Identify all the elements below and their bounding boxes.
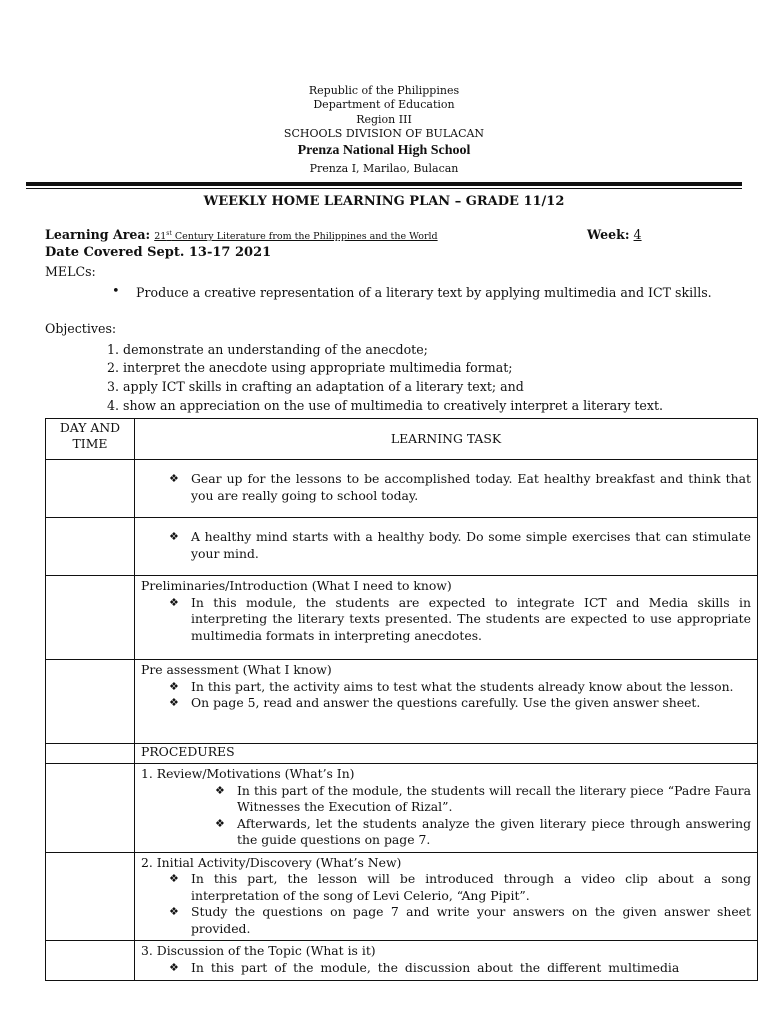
- learning-area-value: 21st Century Literature from the Philippines and the World: [154, 229, 438, 242]
- country-line: Republic of the Philippines: [308, 84, 460, 97]
- header-rule-thick: [26, 182, 742, 186]
- day-cell: [46, 460, 135, 518]
- diamond-bullet-icon: ❖: [169, 595, 179, 609]
- diamond-bullet-icon: ❖: [169, 872, 179, 885]
- section-heading: 1. Review/Motivations (What’s In): [141, 766, 355, 781]
- objective-item: 1. demonstrate an understanding of the anecdote;: [107, 342, 428, 357]
- task-cell: 3. Discussion of the Topic (What is it) ❖ In this part of the module, the discussion about the different multimedia: [135, 941, 758, 981]
- objective-item: 3. apply ICT skills in crafting an adaptation of a literary text; and: [107, 379, 524, 394]
- task-cell: ❖ A healthy mind starts with a healthy body. Do some simple exercises that can stimulate your mind.: [135, 518, 758, 576]
- learning-task-header: LEARNING TASK: [135, 419, 758, 460]
- task-cell: [135, 744, 758, 764]
- diamond-bullet-icon: ❖: [169, 679, 179, 693]
- day-cell: [46, 941, 135, 981]
- page-title: WEEKLY HOME LEARNING PLAN – GRADE 11/12: [203, 194, 565, 209]
- school-name: Prenza National High School: [297, 143, 471, 158]
- diamond-bullet-icon: ❖: [169, 530, 179, 543]
- objectives-label: Objectives:: [45, 321, 117, 336]
- date-covered: Date Covered Sept. 13-17 2021: [45, 245, 272, 260]
- diamond-bullet-icon: ❖: [169, 905, 179, 918]
- week-value: 4: [633, 227, 642, 242]
- melc-item: Produce a creative representation of a literary text by applying multimedia and ICT skills.: [136, 285, 712, 300]
- day-cell: [46, 852, 135, 941]
- section-heading: Pre assessment (What I know): [141, 662, 332, 677]
- school-address: Prenza I, Marilao, Bulacan: [309, 162, 459, 175]
- week: [587, 227, 642, 242]
- procedures-heading: PROCEDURES: [141, 744, 235, 759]
- objective-item: 2. interpret the anecdote using appropriate multimedia format;: [107, 360, 513, 375]
- diamond-bullet-icon: ❖: [215, 816, 225, 830]
- objective-item: 4. show an appreciation on the use of multimedia to creatively interpret a literary text.: [107, 398, 664, 413]
- division-line: SCHOOLS DIVISION OF BULACAN: [283, 127, 485, 140]
- department-line: Department of Education: [313, 98, 455, 111]
- learning-area: [45, 227, 438, 242]
- region-line: Region III: [356, 113, 412, 126]
- section-heading: 2. Initial Activity/Discovery (What’s New): [141, 854, 402, 870]
- section-heading: Preliminaries/Introduction (What I need to know): [141, 578, 452, 593]
- task-cell: Pre assessment (What I know) ❖ In this part, the activity aims to test what the students already know about the lesson. ❖ On page 5, read and answer the questions carefully. Use the given answer sheet.: [135, 660, 758, 744]
- section-heading: 3. Discussion of the Topic (What is it): [141, 943, 376, 958]
- melc-bullet-icon: •: [112, 284, 120, 299]
- day-cell: [46, 576, 135, 660]
- task-cell: 1. Review/Motivations (What’s In) ❖ In this part of the module, the students will recall the literary piece “Padre Faura Witnesses the Execution of Rizal”. ❖ Afterwards, let the students analyze the given literary piece through answering the guide questions on page 7.: [135, 764, 758, 853]
- learning-plan-table: [45, 418, 758, 981]
- task-cell: Preliminaries/Introduction (What I need to know) ❖ In this module, the students are expected to integrate ICT and Media skills in interpreting the literary texts presented. The students are expected to use appropriate multimedia formats in interpreting anecdotes.: [135, 576, 758, 660]
- melcs-label: MELCs:: [45, 264, 96, 279]
- header-rule-thin: [26, 188, 742, 189]
- day-cell: [46, 744, 135, 764]
- day-cell: [46, 518, 135, 576]
- task-cell: ❖ Gear up for the lessons to be accomplished today. Eat healthy breakfast and think that you are really going to school today.: [135, 460, 758, 518]
- diamond-bullet-icon: ❖: [215, 783, 225, 797]
- day-time-header: DAY AND TIME: [46, 419, 135, 460]
- task-cell: 2. Initial Activity/Discovery (What’s New) ❖ In this part, the lesson will be introduced through a video clip about a song interpretation of the song of Levi Celerio, “Ang Pipit”. ❖ Study the questions on page 7 and write your answers on the given answer sheet provided.: [135, 852, 758, 941]
- diamond-bullet-icon: ❖: [169, 472, 179, 485]
- learning-area-label: Learning Area:: [45, 227, 151, 242]
- week-label: Week:: [587, 227, 630, 242]
- day-cell: [46, 660, 135, 744]
- diamond-bullet-icon: ❖: [169, 960, 179, 974]
- day-cell: [46, 764, 135, 853]
- diamond-bullet-icon: ❖: [169, 696, 179, 709]
